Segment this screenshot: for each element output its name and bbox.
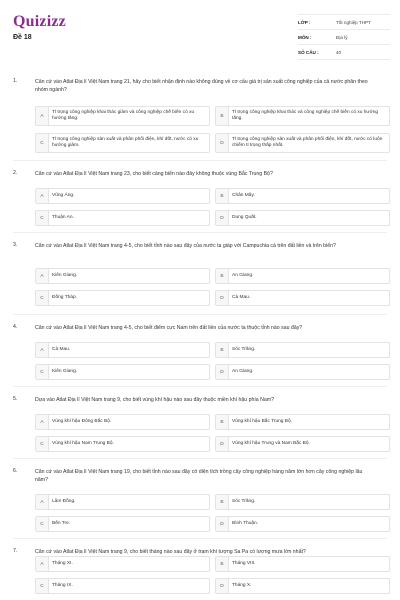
option-text: Cà Mau. [232,294,251,300]
question-number: 2. [13,170,18,176]
answer-option-b[interactable] [215,268,390,284]
option-letter: D [216,365,229,379]
option-letter: A [36,495,49,509]
option-letter: D [216,291,229,305]
option-text: Vùng khí hậu Trung và Nam Bắc Bộ. [232,440,310,446]
meta-row-subject [298,30,390,45]
question-text: Căn cứ vào Atlat Địa lí Việt Nam trang 4-5, cho biết tỉnh nào sau đây của nước ta giáp với Campuchia cả trên đất liền và trên biển? [35,243,336,249]
option-text: Kiên Giang. [52,368,78,374]
answer-option-a[interactable] [35,268,210,284]
option-letter: A [36,557,49,571]
worksheet-meta-table [298,14,390,60]
option-text: Bình Thuận. [232,520,259,526]
meta-label: MÔN : [298,34,312,40]
option-letter: C [36,211,49,225]
option-text: Dung Quất. [232,214,257,220]
answer-option-c[interactable] [35,436,210,452]
option-text: Vùng khí hậu Nam Trung Bộ. [52,440,114,446]
option-text: Kiên Giang. [52,272,78,278]
answer-option-c[interactable] [35,578,210,594]
option-letter: B [216,343,229,357]
answer-option-b[interactable] [215,494,390,510]
question-number: 6. [13,468,18,474]
answer-option-d[interactable] [215,516,390,532]
option-letter: A [36,189,49,203]
option-text: Tỉ trọng công nghiệp sản xuất và phân phối điện, khí đốt, nước có luôn chiếm tỉ trọng thấp nhất. [232,136,383,148]
option-text: Tháng IX. [52,582,73,588]
option-letter: B [216,495,229,509]
question-item [0,160,400,232]
answer-option-c[interactable] [35,290,210,306]
answer-option-d[interactable] [215,578,390,594]
option-text: Lâm Đồng. [52,498,76,504]
option-letter: C [36,517,49,531]
option-letter: B [216,107,229,125]
answer-option-b[interactable] [215,106,390,126]
answer-option-a[interactable] [35,414,210,430]
meta-value: Địa lý [336,34,348,40]
option-text: Tháng VIII. [232,560,256,566]
question-item [0,386,400,458]
answer-option-d[interactable] [215,210,390,226]
worksheet-header [0,0,400,62]
answer-option-a[interactable] [35,188,210,204]
option-text: Bến Tre. [52,520,71,526]
answer-option-b[interactable] [215,414,390,430]
meta-row-class [298,15,390,30]
meta-value: Tốt nghiệp THPT [336,19,371,25]
option-text: Tỉ trọng công nghiệp sản xuất và phân phối điện, khí đốt, nước có xu hướng giảm. [52,136,199,148]
answer-option-d[interactable] [215,290,390,306]
meta-label: LỚP : [298,19,311,25]
question-item [0,458,400,538]
option-text: Tháng X. [232,582,252,588]
page-title: Đề 18 [13,34,32,41]
question-item [0,538,400,600]
question-item [0,314,400,386]
meta-value: 40 [336,49,342,55]
option-text: Chân Mây. [232,192,255,198]
option-letter: D [216,211,229,225]
answer-option-d[interactable] [215,364,390,380]
answer-option-a[interactable] [35,494,210,510]
option-letter: B [216,189,229,203]
question-text: Căn cứ vào Atlat Địa lí Việt Nam trang 9, cho biết tháng nào sau đây ở trạm khí tượng Sa Pa có lượng mưa lớn nhất? [35,549,306,555]
question-number: 4. [13,324,18,330]
question-number: 1. [13,78,18,84]
answer-option-b[interactable] [215,342,390,358]
option-text: Cà Mau. [52,346,71,352]
answer-option-c[interactable] [35,210,210,226]
option-text: Vũng Áng. [52,192,75,198]
option-letter: A [36,343,49,357]
quizizz-logo: Quizizz [13,13,66,30]
option-text: Tỉ trọng công nghiệp khai thác và công nghiệp chế biến có xu hướng tăng. [232,109,379,121]
question-text: Dựa vào Atlat Địa lí Việt Nam trang 9, cho biết vùng khí hậu nào sau đây thuộc miền khí hậu phía Nam? [35,397,274,403]
question-text: Căn cứ vào Atlat Địa lí Việt Nam trang 23, cho biết cảng biển nào đây không thuộc vùng Bắc Trung Bộ? [35,171,273,177]
option-text: Tỉ trọng công nghiệp khai thác giảm và công nghiệp chế biến có xu hướng tăng. [52,109,195,121]
option-letter: D [216,134,229,152]
question-number: 5. [13,396,18,402]
option-letter: D [216,517,229,531]
option-letter: D [216,579,229,593]
option-letter: B [216,269,229,283]
answer-option-b[interactable] [215,556,390,572]
question-text: Căn cứ vào Atlat Địa lí Việt Nam trang 19, cho biết tỉnh nào sau đây có diện tích trồng cây công nghiệp hàng năm lớn hơn cây công nghiệp lâu năm? [35,469,363,483]
answer-option-a[interactable] [35,106,210,126]
option-text: Đồng Tháp. [52,294,77,300]
answer-option-c[interactable] [35,364,210,380]
option-letter: A [36,415,49,429]
answer-option-b[interactable] [215,188,390,204]
option-letter: C [36,291,49,305]
option-letter: B [216,557,229,571]
option-text: Thuận An. [52,214,74,220]
answer-option-d[interactable] [215,436,390,452]
answer-option-c[interactable] [35,516,210,532]
option-letter: C [36,365,49,379]
option-letter: A [36,107,49,125]
option-letter: C [36,437,49,451]
meta-row-count [298,45,390,60]
answer-option-c[interactable] [35,133,210,153]
option-text: Sóc Trăng. [232,346,256,352]
question-text: Căn cứ vào Atlat Địa lí Việt Nam trang 4-5, cho biết điểm cực Nam trên đất liền của nước ta thuộc tỉnh nào sau đây? [35,325,303,331]
option-text: Sóc Trăng. [232,498,256,504]
question-number: 7. [13,548,18,554]
option-text: Tháng XI. [52,560,73,566]
option-letter: C [36,134,49,152]
question-text: Căn cứ vào Atlat Địa lí Việt Nam trang 21, hãy cho biết nhận định nào không đúng về cơ cấu giá trị sản xuất công nghiệp của cả nước phân theo nhóm ngành? [35,79,368,93]
option-letter: C [36,579,49,593]
option-text: An Giang. [232,368,254,374]
option-text: Vùng khí hậu Đông Bắc Bộ. [52,418,112,424]
question-item [0,68,400,160]
option-letter: B [216,415,229,429]
question-item [0,232,400,314]
option-text: An Giang. [232,272,254,278]
answer-option-d[interactable] [215,133,390,153]
option-letter: D [216,437,229,451]
question-number: 3. [13,242,18,248]
option-text: Vùng khí hậu Bắc Trung Bộ. [232,418,293,424]
meta-label: SỐ CÂU : [298,49,319,55]
answer-option-a[interactable] [35,342,210,358]
answer-option-a[interactable] [35,556,210,572]
option-letter: A [36,269,49,283]
